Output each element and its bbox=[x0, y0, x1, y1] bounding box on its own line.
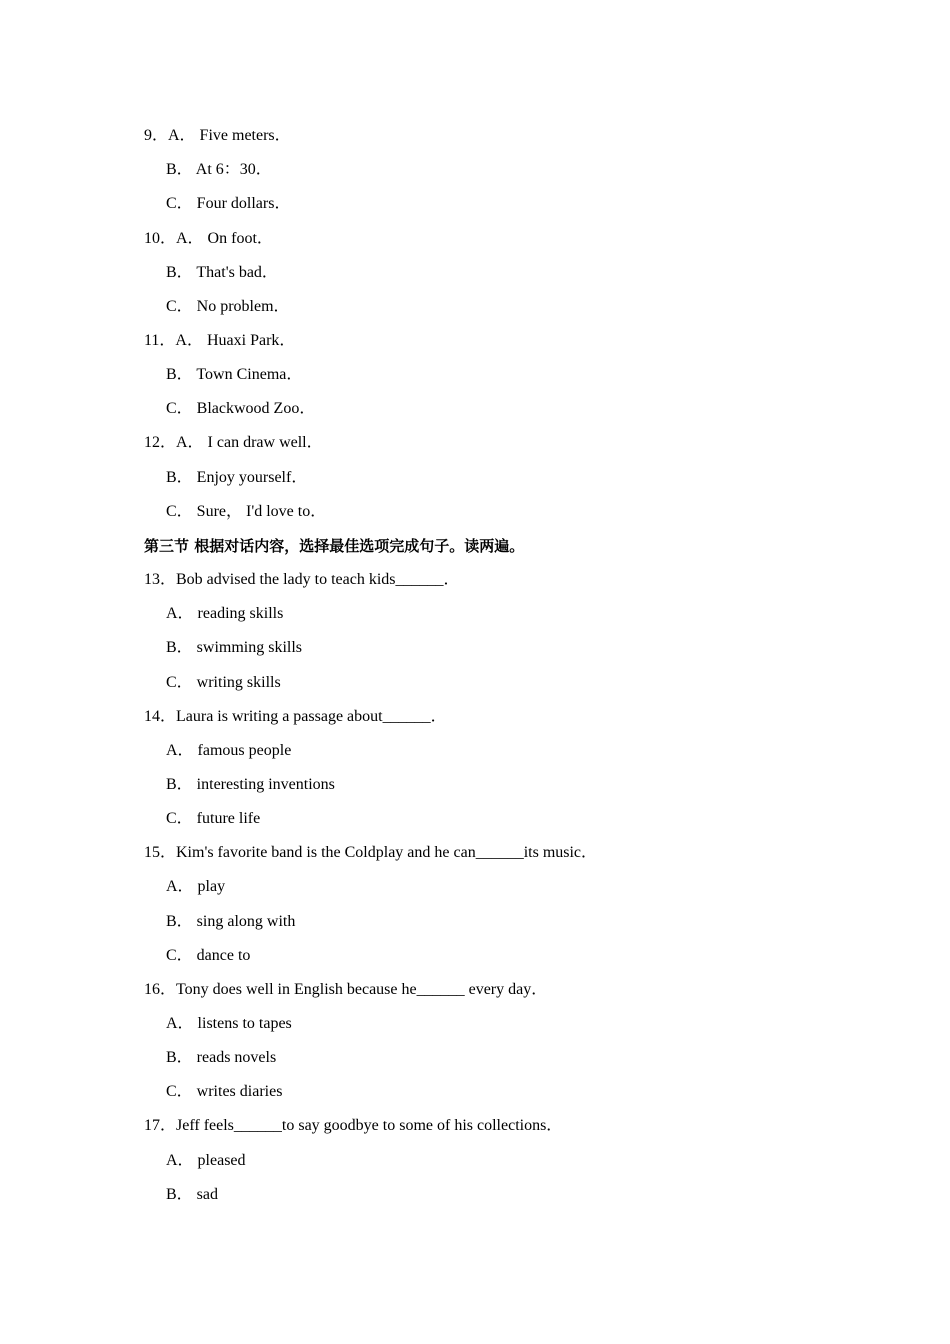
section-heading: 第三节 根据对话内容，选择最佳选项完成句子。读两遍。 bbox=[144, 537, 525, 555]
question-16-option-b: B． reads novels bbox=[166, 1049, 277, 1066]
question-13-stem: 13．Bob advised the lady to teach kids______． bbox=[144, 571, 460, 588]
question-17-option-a: A． pleased bbox=[166, 1152, 246, 1169]
question-17-option-b: B． sad bbox=[166, 1186, 219, 1203]
question-11-option-a: 11．A． Huaxi Park． bbox=[144, 332, 296, 349]
question-10-option-b: B． That's bad． bbox=[166, 264, 278, 281]
question-10-option-a: 10．A． On foot． bbox=[144, 230, 273, 247]
question-13-option-a: A． reading skills bbox=[166, 605, 284, 622]
question-13-option-b: B． swimming skills bbox=[166, 639, 303, 656]
question-12-option-b: B． Enjoy yourself． bbox=[166, 469, 308, 486]
question-9-option-b: B． At 6：30． bbox=[166, 161, 272, 178]
question-14-option-c: C． future life bbox=[166, 810, 261, 827]
question-9-option-c: C． Four dollars． bbox=[166, 195, 291, 212]
question-11-option-b: B． Town Cinema． bbox=[166, 366, 303, 383]
question-14-option-b: B． interesting inventions bbox=[166, 776, 335, 793]
question-16-option-c: C． writes diaries bbox=[166, 1083, 283, 1100]
question-15-option-a: A． play bbox=[166, 878, 226, 895]
question-12-option-c: C． Sure， I'd love to． bbox=[166, 503, 327, 520]
question-16-stem: 16．Tony does well in English because he______ every day． bbox=[144, 981, 548, 998]
question-13-option-c: C． writing skills bbox=[166, 674, 281, 691]
question-16-option-a: A． listens to tapes bbox=[166, 1015, 292, 1032]
question-9-option-a: 9．A． Five meters． bbox=[144, 127, 291, 144]
question-15-option-c: C． dance to bbox=[166, 947, 251, 964]
question-17-stem: 17．Jeff feels______to say goodbye to some of his collections． bbox=[144, 1117, 563, 1134]
question-14-stem: 14．Laura is writing a passage about______． bbox=[144, 708, 447, 725]
question-15-stem: 15．Kim's favorite band is the Coldplay and he can______its music． bbox=[144, 844, 598, 861]
question-12-option-a: 12．A． I can draw well． bbox=[144, 434, 323, 451]
question-10-option-c: C． No problem． bbox=[166, 298, 290, 315]
question-15-option-b: B． sing along with bbox=[166, 913, 296, 930]
question-14-option-a: A． famous people bbox=[166, 742, 292, 759]
question-11-option-c: C． Blackwood Zoo． bbox=[166, 400, 316, 417]
